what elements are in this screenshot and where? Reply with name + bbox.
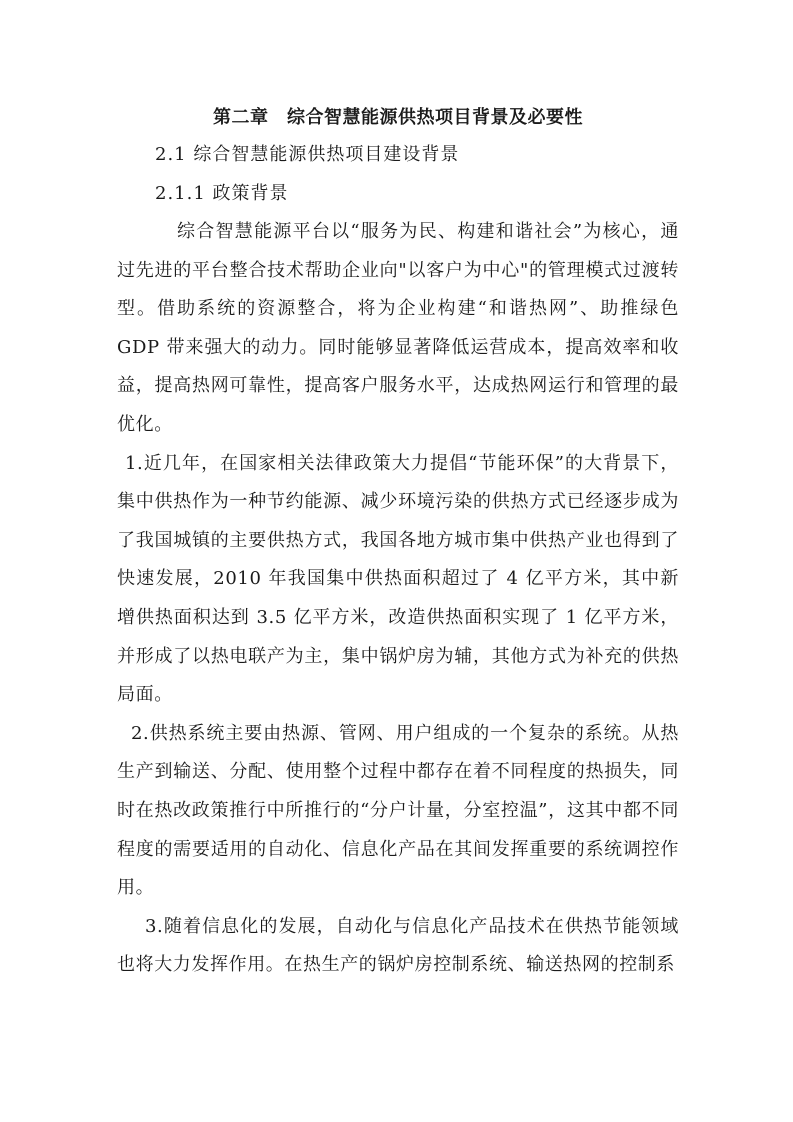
subsection-heading: 2.1.1 政策背景: [155, 182, 289, 204]
paragraph-item-3: 3.随着信息化的发展，自动化与信息化产品技术在供热节能领域也将大力发挥作用。在热生产的锅炉房控制系统、输送热网的控制系: [117, 915, 679, 976]
paragraph-item-2: 2.供热系统主要由热源、管网、用户组成的一个复杂的系统。从热生产到输送、分配、使用整个过程中都存在着不同程度的热损失，同时在热改政策推行中所推行的“分户计量，分室控温”，这其中都不同程度的需要适用的自动化、信息化产品在其间发挥重要的系统调控作用。: [117, 722, 679, 899]
document-page: [117, 100, 679, 985]
section-heading: 2.1 综合智慧能源供热项目建设背景: [155, 144, 460, 165]
paragraph-item-1: 1.近几年，在国家相关法律政策大力提倡“节能环保”的大背景下，集中供热作为一种节约能源、减少环境污染的供热方式已经逐步成为了我国城镇的主要供热方式，我国各地方城市集中供热产业也得到了快速发展，2010 年我国集中供热面积超过了 4 亿平方米，其中新增供热面积达到 3.5 亿平方米，改造供热面积实现了 1 亿平方米，并形成了以热电联产为主，集中锅炉房为辅，其他方式为补充的供热局面。: [117, 452, 679, 706]
paragraph-intro: 综合智慧能源平台以“服务为民、构建和谐社会”为核心，通过先进的平台整合技术帮助企业向"以客户为中心"的管理模式过渡转型。借助系统的资源整合，将为企业构建“和谐热网”、助推绿色GDP 带来强大的动力。同时能够显著降低运营成本，提高效率和收益，提高热网可靠性，提高客户服务水平，达成热网运行和管理的最优化。: [117, 221, 679, 435]
chapter-title: 第二章 综合智慧能源供热项目背景及必要性: [213, 107, 583, 128]
